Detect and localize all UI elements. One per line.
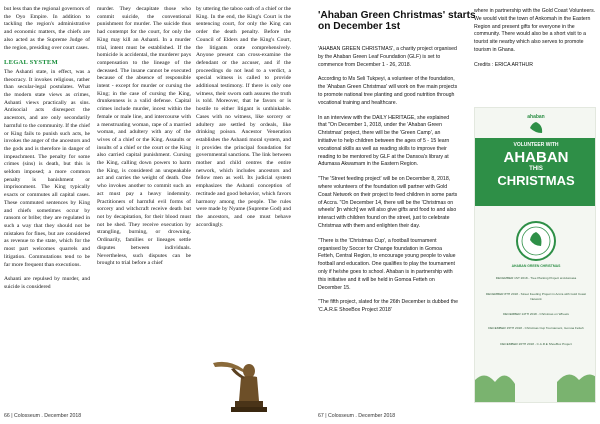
right-column-2	[474, 8, 596, 77]
paragraph: Ashanti are repulsed by murder, and suicide is considered	[4, 276, 90, 290]
paragraph: "There is the 'Christmas Cup', a football tournament organised by Soccer for Change foundation in Gomoa Fetteh, Central Region, to encourage young people to value football and education. One qualifies to play the tournament only if he/she goes to school. Ahaban is in partnership with this initiative and it will be held in Gomoa Fetteh on December 15.	[318, 237, 456, 291]
poster-line-2: AHABAN	[503, 149, 569, 166]
poster-line-1: VOLUNTEER WITH	[513, 142, 559, 148]
paragraph: 'AHABAN GREEN CHRISTMAS', a charity project organised by the Ahaban Green Leaf Foundation (GLF) is set to commence from December 1 - 26, 2018.	[318, 46, 457, 68]
right-column-1	[318, 46, 458, 322]
badge-icon	[515, 220, 557, 262]
poster-foliage-decoration	[475, 360, 596, 403]
poster-event: DECEMBER 14TH 2018 - Christmas on Wheels	[503, 312, 569, 316]
volunteer-poster	[474, 107, 596, 403]
poster-line-3: THIS	[529, 166, 543, 172]
poster-event: DECEMBER 1ST 2018 - Tree Planting Project at Adumasa	[495, 276, 577, 280]
leaf-logo-icon	[527, 121, 545, 135]
paragraph: The Ashanti state, in effect, was a theocracy. It invokes religious, rather than secular-legal postulates. What the modern state views as crimes, Ashanti views practically as sins. Antisocial acts disrespect the ancestors, and are only secondarily harmful to the community. If the chief or King fails to punish such acts, he invokes the anger of the ancestors and the gods and is therefore in danger of impeachment. The penalty for some crimes (sins) is death, but this is seldom imposed; a more common penalty is banishment or imprisonment. The King typically exacts or commutes all capital cases. These commuted sentences by King and chiefs sometimes occur by ransom or bribe; they are regulated in such a way that they should not be mistaken for fines, but are considered as revenue to the state, which for the most part welcomes quarrels and litigation. Commutations tend to be far more frequent than executions.	[4, 68, 90, 268]
paragraph: murder. They decapitate those who commit suicide, the conventional punishment for murder. The suicide thus had contempt for the court, for only the King may kill an Ashanti. In a murder trial, intent must be established. If the homicide is accidental, the murderer pays compensation to the lineage of the deceased. The insane cannot be executed because of the absence of responsible intent - except for murder or cursing the King; in the case of cursing the King, drunkenness is a valid defense. Capital crimes include murder, incest within the female or male line, and intercourse with a menstruating woman, rape of a married woman, and adultery with any of the wives of a chief or the King. Assaults or insults of a chief or the court or the King also carried capital punishment. Cursing the King, calling down powers to harm the King, is considered an unspeakable act and carries the weight of death. One who invokes another to commit such an act must pay a heavy indemnity. Practitioners of harmful evil forms of sorcery and witchcraft receive death but not by decapitation, for their blood must not be shed. They receive execution by strangling, burning, or drowning. Ordinarily, families or lineages settle disputes between individuals. Nevertheless, such disputes can be brought to trial before a chief	[97, 6, 191, 267]
paragraph: "The 'Street feeding project' will be on December 8, 2018, where volunteers of the foundation will partner with Gold Coast Network on their project to feed children in some parts of Accra. "On December 14, there will be the 'Christmas on wheels' [in which] we will also give gifts and food to and also interact with children found on the street, just to celebrate Christmas with them and enlighten their day.	[318, 176, 458, 229]
credits: Credits : ERICA ARTHUR	[474, 61, 533, 68]
section-heading-legal-system: LEGAL SYSTEM	[4, 59, 58, 67]
poster-event: DECEMBER 26TH 2018 - C.A.R.E ShoeBox Project	[500, 342, 572, 346]
ashanti-statue-image	[209, 355, 287, 415]
poster-line-4: CHRISTMAS	[497, 173, 575, 188]
poster-badge-label: AHABAN GREEN CHRISTMAS	[511, 264, 561, 268]
page-footer-right: 67 | Colosseum . December 2018	[318, 413, 396, 419]
paragraph: but less than the regional governors of the Oyo Empire. In addition to tackling the region's administrative and economic matters, the chiefs are also acted as the Supreme Judge of the region, presiding over court cases.	[4, 6, 90, 51]
left-column-3	[196, 6, 291, 236]
page-footer-left: 66 | Colosseum . December 2018	[4, 413, 82, 419]
statue-illustration	[209, 355, 287, 415]
article-title: 'Ahaban Green Christmas' starts on December 1st	[318, 10, 476, 32]
paragraph: by uttering the taboo oath of a chief or the King. In the end, the King's Court is the sentencing court, for only the King can order the death penalty. Before the Council of Elders and the King's Court, the litigants orate comprehensively. Anyone present can cross-examine the defendant or the accuser, and if the proceedings do not lead to a verdict, a special witness is called to provide additional testimony. If there is only one witness, their sworn oath assures the truth is told. Moreover, that he favors or is hostile to either litigant is unthinkable. Cases with no witness, like sorcery or adultery are settled by ordeals, like drinking poison. Ancestor Veneration establishes the Ashanti moral system, and it provides the principal foundation for governmental sanctions. The link between mother and child centres the entire network, which includes ancestors and fellow men as well. Its judicial system emphasizes the Ashanti conception of rectitude and good behavior, which favors harmony among the people. The rules were made by Nyame (Supreme God) and the ancestors, and one must behave accordingly.	[196, 6, 291, 228]
paragraph: According to Ms Seli Tukpeyi, a volunteer of the foundation, the 'Ahaban Green Christmas' will work on five main projects to promote national tree planting and good nutrition through vocational training and healthcare.	[318, 76, 458, 106]
poster-event: DECEMBER 8TH 2018 - Street Feeding Project in Accra with Gold Coast Network	[485, 292, 587, 301]
paragraph: "The fifth project, slated for the 26th December is dubbed the 'C.A.R.E ShoeBox Project 2018'	[318, 299, 458, 314]
paragraph: In an interview with the DAILY HERITAGE, she explained that "On December 1, 2018, under the 'Ahaban Green Christmas' project, there will be the 'Green Camp', an initiative to help children between the ages of 5 - 15 learn vocational skills as well as reading skills to improve their reading to be mentored by GLF at the Dansoa's library at Adumasa Akwamam in the Eastern Region.	[318, 114, 450, 168]
poster-event: DECEMBER 15TH 2018 - Christmas Cup Tournament, Gomoa Fetteh	[488, 326, 584, 330]
left-column-2	[97, 6, 191, 275]
paragraph: where in partnership with the Gold Coast Volunteers. We would visit the town of Ankomah in the Eastern Region and present gifts for everyone in the community. There would also be a short visit to a tourist site nearby which also serves to promote tourism in Ghana.	[474, 8, 596, 53]
poster-brand: ahaban	[527, 114, 545, 120]
left-column-1	[4, 6, 90, 299]
